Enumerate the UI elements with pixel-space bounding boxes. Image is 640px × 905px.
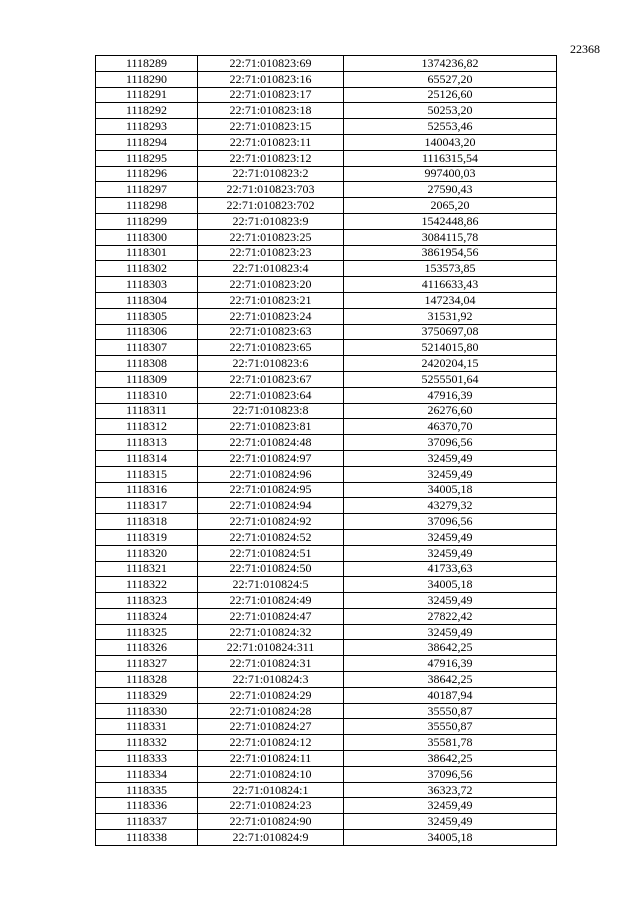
cadastral-value-cell: 37096,56 (344, 514, 557, 530)
cadastral-value-cell: 40187,94 (344, 687, 557, 703)
cadastral-value-cell: 2065,20 (344, 198, 557, 214)
row-number-cell: 1118337 (96, 814, 198, 830)
table-row (96, 656, 557, 672)
cadastral-value-cell: 35550,87 (344, 703, 557, 719)
table-row (96, 371, 557, 387)
row-number-cell: 1118297 (96, 182, 198, 198)
cadastral-number-cell: 22:71:010823:702 (198, 198, 344, 214)
table-row (96, 166, 557, 182)
cadastral-number-cell: 22:71:010824:95 (198, 482, 344, 498)
cadastral-value-cell: 26276,60 (344, 403, 557, 419)
cadastral-number-cell: 22:71:010824:12 (198, 735, 344, 751)
cadastral-value-cell: 34005,18 (344, 482, 557, 498)
row-number-cell: 1118310 (96, 387, 198, 403)
cadastral-value-cell: 5214015,80 (344, 340, 557, 356)
row-number-cell: 1118292 (96, 103, 198, 119)
cadastral-value-cell: 46370,70 (344, 419, 557, 435)
cadastral-value-cell: 41733,63 (344, 561, 557, 577)
cadastral-value-cell: 32459,49 (344, 593, 557, 609)
row-number-cell: 1118321 (96, 561, 198, 577)
cadastral-value-cell: 32459,49 (344, 466, 557, 482)
table-row (96, 403, 557, 419)
cadastral-number-cell: 22:71:010824:90 (198, 814, 344, 830)
table-row (96, 356, 557, 372)
row-number-cell: 1118320 (96, 545, 198, 561)
table-row (96, 340, 557, 356)
cadastral-number-cell: 22:71:010823:12 (198, 150, 344, 166)
cadastral-value-cell: 34005,18 (344, 577, 557, 593)
row-number-cell: 1118333 (96, 751, 198, 767)
cadastral-value-cell: 35581,78 (344, 735, 557, 751)
row-number-cell: 1118317 (96, 498, 198, 514)
table-row (96, 608, 557, 624)
cadastral-value-cell: 32459,49 (344, 545, 557, 561)
row-number-cell: 1118301 (96, 245, 198, 261)
table-row (96, 213, 557, 229)
row-number-cell: 1118327 (96, 656, 198, 672)
table-row (96, 103, 557, 119)
table-row (96, 119, 557, 135)
cadastral-number-cell: 22:71:010823:15 (198, 119, 344, 135)
cadastral-number-cell: 22:71:010824:31 (198, 656, 344, 672)
table-row (96, 435, 557, 451)
row-number-cell: 1118329 (96, 687, 198, 703)
row-number-cell: 1118336 (96, 798, 198, 814)
cadastral-number-cell: 22:71:010824:23 (198, 798, 344, 814)
cadastral-value-cell: 47916,39 (344, 387, 557, 403)
cadastral-number-cell: 22:71:010823:2 (198, 166, 344, 182)
table-row (96, 87, 557, 103)
table-row (96, 229, 557, 245)
row-number-cell: 1118307 (96, 340, 198, 356)
cadastral-number-cell: 22:71:010823:4 (198, 261, 344, 277)
table-row (96, 687, 557, 703)
row-number-cell: 1118326 (96, 640, 198, 656)
row-number-cell: 1118313 (96, 435, 198, 451)
row-number-cell: 1118294 (96, 134, 198, 150)
cadastral-value-cell: 47916,39 (344, 656, 557, 672)
cadastral-number-cell: 22:71:010824:1 (198, 782, 344, 798)
row-number-cell: 1118291 (96, 87, 198, 103)
table-row (96, 56, 557, 72)
cadastral-number-cell: 22:71:010823:23 (198, 245, 344, 261)
cadastral-number-cell: 22:71:010823:69 (198, 56, 344, 72)
cadastral-number-cell: 22:71:010823:67 (198, 371, 344, 387)
table-row (96, 735, 557, 751)
table-row (96, 814, 557, 830)
table-row (96, 245, 557, 261)
row-number-cell: 1118328 (96, 672, 198, 688)
row-number-cell: 1118335 (96, 782, 198, 798)
row-number-cell: 1118293 (96, 119, 198, 135)
row-number-cell: 1118309 (96, 371, 198, 387)
cadastral-value-cell: 43279,32 (344, 498, 557, 514)
table-row (96, 482, 557, 498)
cadastral-number-cell: 22:71:010824:32 (198, 624, 344, 640)
table-row (96, 450, 557, 466)
cadastral-number-cell: 22:71:010823:8 (198, 403, 344, 419)
table-row (96, 466, 557, 482)
row-number-cell: 1118315 (96, 466, 198, 482)
table-row (96, 182, 557, 198)
cadastral-value-cell: 147234,04 (344, 292, 557, 308)
table-row (96, 308, 557, 324)
cadastral-number-cell: 22:71:010823:24 (198, 308, 344, 324)
cadastral-number-cell: 22:71:010823:63 (198, 324, 344, 340)
cadastral-number-cell: 22:71:010824:94 (198, 498, 344, 514)
cadastral-value-cell: 50253,20 (344, 103, 557, 119)
row-number-cell: 1118302 (96, 261, 198, 277)
table-row (96, 419, 557, 435)
table-body (96, 56, 557, 846)
cadastral-number-cell: 22:71:010823:9 (198, 213, 344, 229)
table-row (96, 703, 557, 719)
cadastral-number-cell: 22:71:010824:28 (198, 703, 344, 719)
row-number-cell: 1118325 (96, 624, 198, 640)
table-row (96, 640, 557, 656)
row-number-cell: 1118316 (96, 482, 198, 498)
cadastral-number-cell: 22:71:010824:11 (198, 751, 344, 767)
cadastral-value-cell: 35550,87 (344, 719, 557, 735)
cadastral-value-cell: 997400,03 (344, 166, 557, 182)
cadastral-value-cell: 32459,49 (344, 624, 557, 640)
cadastral-value-cell: 140043,20 (344, 134, 557, 150)
cadastral-number-cell: 22:71:010823:6 (198, 356, 344, 372)
cadastral-number-cell: 22:71:010824:52 (198, 529, 344, 545)
table-row (96, 324, 557, 340)
table-row (96, 387, 557, 403)
cadastral-value-cell: 38642,25 (344, 672, 557, 688)
table-row (96, 672, 557, 688)
table-row (96, 514, 557, 530)
cadastral-value-cell: 34005,18 (344, 830, 557, 846)
cadastral-value-cell: 32459,49 (344, 450, 557, 466)
cadastral-number-cell: 22:71:010824:311 (198, 640, 344, 656)
cadastral-number-cell: 22:71:010824:47 (198, 608, 344, 624)
table-row (96, 561, 557, 577)
row-number-cell: 1118304 (96, 292, 198, 308)
row-number-cell: 1118330 (96, 703, 198, 719)
row-number-cell: 1118319 (96, 529, 198, 545)
cadastral-number-cell: 22:71:010823:81 (198, 419, 344, 435)
table-row (96, 782, 557, 798)
cadastral-number-cell: 22:71:010824:92 (198, 514, 344, 530)
cadastral-value-cell: 32459,49 (344, 529, 557, 545)
cadastral-number-cell: 22:71:010823:65 (198, 340, 344, 356)
row-number-cell: 1118303 (96, 277, 198, 293)
row-number-cell: 1118299 (96, 213, 198, 229)
row-number-cell: 1118306 (96, 324, 198, 340)
cadastral-value-cell: 3750697,08 (344, 324, 557, 340)
table-row (96, 134, 557, 150)
table-row (96, 198, 557, 214)
cadastral-value-cell: 1374236,82 (344, 56, 557, 72)
cadastral-number-cell: 22:71:010823:21 (198, 292, 344, 308)
table-row (96, 719, 557, 735)
table-row (96, 498, 557, 514)
cadastral-value-cell: 36323,72 (344, 782, 557, 798)
cadastral-number-cell: 22:71:010823:64 (198, 387, 344, 403)
row-number-cell: 1118324 (96, 608, 198, 624)
cadastral-number-cell: 22:71:010823:20 (198, 277, 344, 293)
cadastral-value-cell: 52553,46 (344, 119, 557, 135)
row-number-cell: 1118332 (96, 735, 198, 751)
row-number-cell: 1118331 (96, 719, 198, 735)
cadastral-value-cell: 38642,25 (344, 640, 557, 656)
row-number-cell: 1118323 (96, 593, 198, 609)
row-number-cell: 1118322 (96, 577, 198, 593)
table-row (96, 577, 557, 593)
row-number-cell: 1118289 (96, 56, 198, 72)
table-row (96, 529, 557, 545)
table-row (96, 545, 557, 561)
cadastral-number-cell: 22:71:010824:5 (198, 577, 344, 593)
cadastral-value-cell: 38642,25 (344, 751, 557, 767)
cadastral-value-cell: 1542448,86 (344, 213, 557, 229)
table-row (96, 150, 557, 166)
row-number-cell: 1118308 (96, 356, 198, 372)
cadastral-number-cell: 22:71:010824:96 (198, 466, 344, 482)
cadastral-number-cell: 22:71:010823:18 (198, 103, 344, 119)
cadastral-number-cell: 22:71:010823:16 (198, 71, 344, 87)
cadastral-number-cell: 22:71:010824:29 (198, 687, 344, 703)
cadastral-number-cell: 22:71:010824:3 (198, 672, 344, 688)
cadastral-value-cell: 31531,92 (344, 308, 557, 324)
row-number-cell: 1118311 (96, 403, 198, 419)
cadastral-value-cell: 1116315,54 (344, 150, 557, 166)
cadastral-value-cell: 153573,85 (344, 261, 557, 277)
cadastral-value-table (95, 55, 557, 846)
row-number-cell: 1118298 (96, 198, 198, 214)
cadastral-number-cell: 22:71:010824:97 (198, 450, 344, 466)
table-row (96, 751, 557, 767)
cadastral-value-cell: 25126,60 (344, 87, 557, 103)
cadastral-value-cell: 3084115,78 (344, 229, 557, 245)
cadastral-number-cell: 22:71:010823:25 (198, 229, 344, 245)
cadastral-value-cell: 37096,56 (344, 435, 557, 451)
row-number-cell: 1118312 (96, 419, 198, 435)
cadastral-value-cell: 4116633,43 (344, 277, 557, 293)
table-row (96, 261, 557, 277)
cadastral-value-cell: 27590,43 (344, 182, 557, 198)
table-row (96, 798, 557, 814)
cadastral-value-cell: 27822,42 (344, 608, 557, 624)
cadastral-value-cell: 5255501,64 (344, 371, 557, 387)
cadastral-value-cell: 37096,56 (344, 766, 557, 782)
table-row (96, 71, 557, 87)
row-number-cell: 1118334 (96, 766, 198, 782)
cadastral-value-cell: 32459,49 (344, 798, 557, 814)
cadastral-number-cell: 22:71:010824:48 (198, 435, 344, 451)
cadastral-number-cell: 22:71:010824:51 (198, 545, 344, 561)
row-number-cell: 1118296 (96, 166, 198, 182)
table-row (96, 277, 557, 293)
cadastral-number-cell: 22:71:010824:50 (198, 561, 344, 577)
cadastral-number-cell: 22:71:010824:49 (198, 593, 344, 609)
page-number: 22368 (570, 42, 600, 56)
cadastral-number-cell: 22:71:010824:27 (198, 719, 344, 735)
table-row (96, 830, 557, 846)
row-number-cell: 1118290 (96, 71, 198, 87)
row-number-cell: 1118314 (96, 450, 198, 466)
table-row (96, 292, 557, 308)
cadastral-number-cell: 22:71:010823:703 (198, 182, 344, 198)
row-number-cell: 1118305 (96, 308, 198, 324)
cadastral-value-cell: 2420204,15 (344, 356, 557, 372)
row-number-cell: 1118318 (96, 514, 198, 530)
row-number-cell: 1118338 (96, 830, 198, 846)
table-row (96, 624, 557, 640)
row-number-cell: 1118295 (96, 150, 198, 166)
cadastral-number-cell: 22:71:010823:11 (198, 134, 344, 150)
cadastral-number-cell: 22:71:010824:10 (198, 766, 344, 782)
cadastral-number-cell: 22:71:010823:17 (198, 87, 344, 103)
cadastral-value-cell: 65527,20 (344, 71, 557, 87)
table-row (96, 766, 557, 782)
cadastral-value-cell: 3861954,56 (344, 245, 557, 261)
table-row (96, 593, 557, 609)
cadastral-value-cell: 32459,49 (344, 814, 557, 830)
cadastral-number-cell: 22:71:010824:9 (198, 830, 344, 846)
row-number-cell: 1118300 (96, 229, 198, 245)
